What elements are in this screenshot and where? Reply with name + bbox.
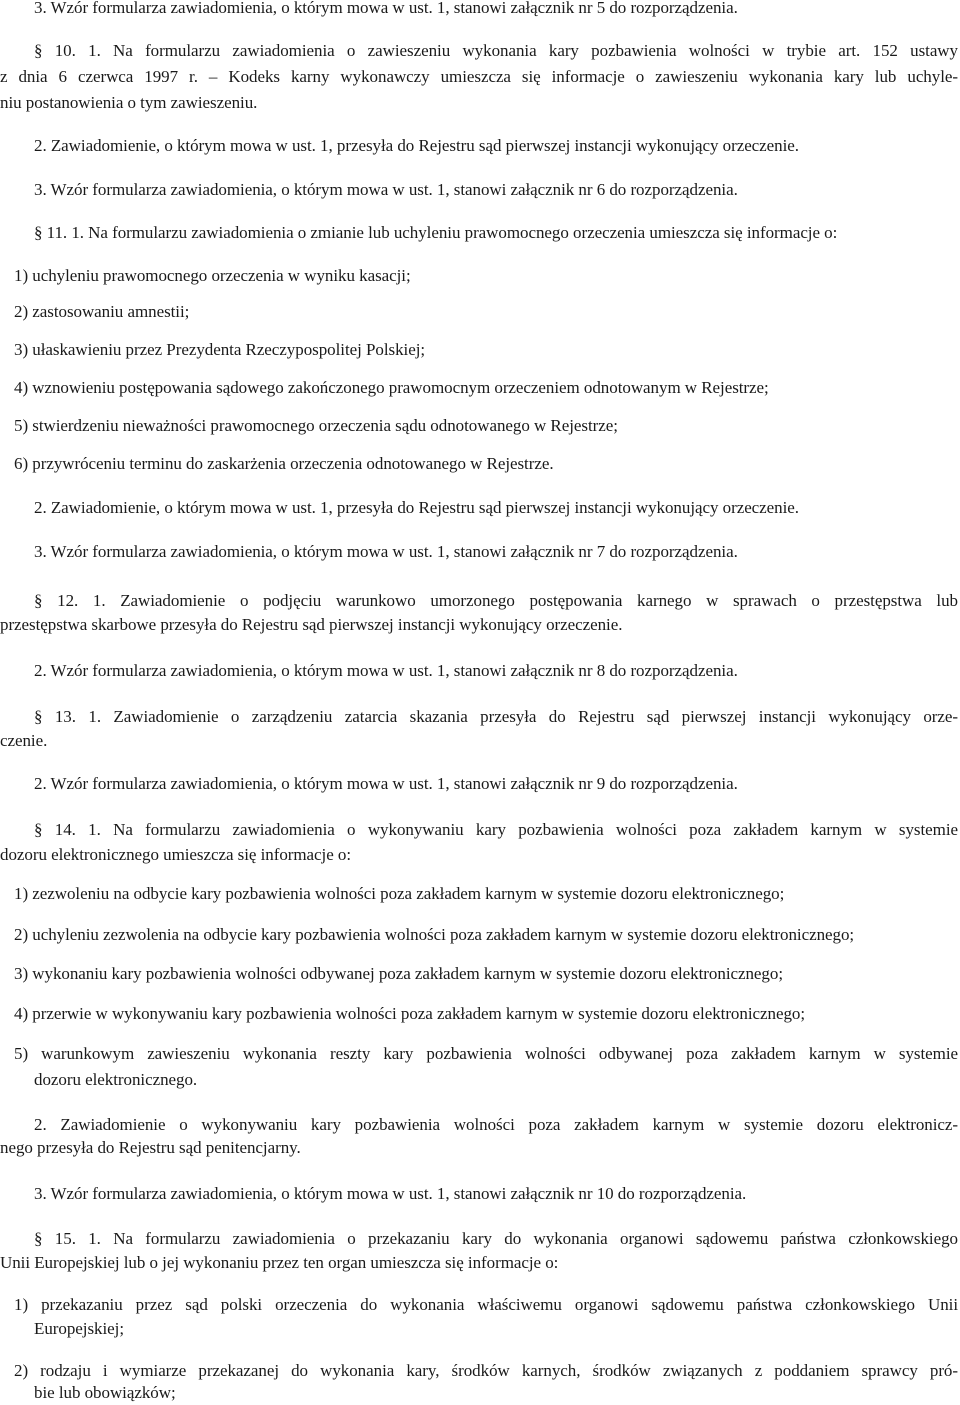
- paragraph-line: Unii Europejskiej lub o jej wykonaniu przez ten organ umieszcza się informacje o:: [0, 1253, 559, 1272]
- section-heading-line: § 13. 1. Zawiadomienie o zarządzeniu zatarcia skazania przesyła do Rejestru sąd pierwszej instancji wykonujący orze-: [34, 707, 958, 726]
- paragraph-line: 2. Wzór formularza zawiadomienia, o którym mowa w ust. 1, stanowi załącznik nr 9 do rozporządzenia.: [34, 774, 738, 793]
- paragraph-line: niu postanowienia o tym zawieszeniu.: [0, 93, 258, 112]
- paragraph-line: przestępstwa skarbowe przesyła do Rejestru sąd pierwszej instancji wykonujący orzeczenie.: [0, 615, 623, 634]
- section-heading-line: § 10. 1. Na formularzu zawiadomienia o zawieszeniu wykonania kary pozbawienia wolności w trybie art. 152 ustawy: [34, 41, 958, 60]
- section-heading-line: § 12. 1. Zawiadomienie o podjęciu warunkowo umorzonego postępowania karnego w sprawach o przestępstwa lub: [34, 591, 958, 610]
- list-item: 5) stwierdzeniu nieważności prawomocnego orzeczenia sądu odnotowanego w Rejestrze;: [14, 416, 618, 435]
- list-item: 4) wznowieniu postępowania sądowego zakończonego prawomocnym orzeczeniem odnotowanym w Rejestrze;: [14, 378, 769, 397]
- list-item: 2) rodzaju i wymiarze przekazanej do wykonania kary, środków karnych, środków związanych z poddaniem sprawcy pró-: [14, 1361, 958, 1380]
- paragraph-line: dozoru elektronicznego umieszcza się informacje o:: [0, 845, 352, 864]
- paragraph-line: czenie.: [0, 731, 48, 750]
- section-heading-line: § 11. 1. Na formularzu zawiadomienia o zmianie lub uchyleniu prawomocnego orzeczenia umieszcza się informacje o:: [34, 223, 838, 242]
- list-item: 3) ułaskawieniu przez Prezydenta Rzeczypospolitej Polskiej;: [14, 340, 426, 359]
- section-heading-line: § 14. 1. Na formularzu zawiadomienia o wykonywaniu kary pozbawienia wolności poza zakładem karnym w systemie: [34, 820, 958, 839]
- list-item-continuation: Europejskiej;: [34, 1319, 124, 1338]
- list-item: 4) przerwie w wykonywaniu kary pozbawienia wolności poza zakładem karnym w systemie dozoru elektronicznego;: [14, 1004, 806, 1023]
- list-item: 2) zastosowaniu amnestii;: [14, 302, 190, 321]
- paragraph-line: 3. Wzór formularza zawiadomienia, o którym mowa w ust. 1, stanowi załącznik nr 10 do rozporządzenia.: [34, 1184, 747, 1203]
- list-item: 1) przekazaniu przez sąd polski orzeczenia do wykonania właściwemu organowi sądowemu państwa członkowskiego Unii: [14, 1295, 958, 1314]
- list-item: 1) uchyleniu prawomocnego orzeczenia w wyniku kasacji;: [14, 266, 411, 285]
- paragraph-line: 2. Zawiadomienie, o którym mowa w ust. 1, przesyła do Rejestru sąd pierwszej instancji wykonujący orzeczenie.: [34, 136, 799, 155]
- list-item-continuation: bie lub obowiązków;: [34, 1383, 176, 1402]
- section-heading-line: § 15. 1. Na formularzu zawiadomienia o przekazaniu kary do wykonania organowi sądowemu państwa członkowskiego: [34, 1229, 958, 1248]
- list-item: 1) zezwoleniu na odbycie kary pozbawienia wolności poza zakładem karnym w systemie dozoru elektronicznego;: [14, 884, 785, 903]
- paragraph-line: 3. Wzór formularza zawiadomienia, o którym mowa w ust. 1, stanowi załącznik nr 7 do rozporządzenia.: [34, 542, 738, 561]
- paragraph-line: 2. Wzór formularza zawiadomienia, o którym mowa w ust. 1, stanowi załącznik nr 8 do rozporządzenia.: [34, 661, 738, 680]
- paragraph-line: 3. Wzór formularza zawiadomienia, o którym mowa w ust. 1, stanowi załącznik nr 5 do rozporządzenia.: [34, 0, 738, 17]
- paragraph-line: 2. Zawiadomienie o wykonywaniu kary pozbawienia wolności poza zakładem karnym w systemie dozoru elektronicz-: [34, 1115, 958, 1134]
- paragraph-line: 2. Zawiadomienie, o którym mowa w ust. 1, przesyła do Rejestru sąd pierwszej instancji wykonujący orzeczenie.: [34, 498, 799, 517]
- paragraph-line: 3. Wzór formularza zawiadomienia, o którym mowa w ust. 1, stanowi załącznik nr 6 do rozporządzenia.: [34, 180, 738, 199]
- list-item: 5) warunkowym zawieszeniu wykonania reszty kary pozbawienia wolności odbywanej poza zakładem karnym w systemie: [14, 1044, 958, 1063]
- list-item: 2) uchyleniu zezwolenia na odbycie kary pozbawienia wolności poza zakładem karnym w systemie dozoru elektronicznego;: [14, 925, 855, 944]
- paragraph-line: nego przesyła do Rejestru sąd penitencjarny.: [0, 1138, 301, 1157]
- list-item: 3) wykonaniu kary pozbawienia wolności odbywanej poza zakładem karnym w systemie dozoru elektronicznego;: [14, 964, 783, 983]
- list-item: 6) przywróceniu terminu do zaskarżenia orzeczenia odnotowanego w Rejestrze.: [14, 454, 554, 473]
- list-item-continuation: dozoru elektronicznego.: [34, 1070, 198, 1089]
- paragraph-line: z dnia 6 czerwca 1997 r. – Kodeks karny wykonawczy umieszcza się informacje o zawieszeniu wykonania kary lub uchyle-: [0, 67, 958, 86]
